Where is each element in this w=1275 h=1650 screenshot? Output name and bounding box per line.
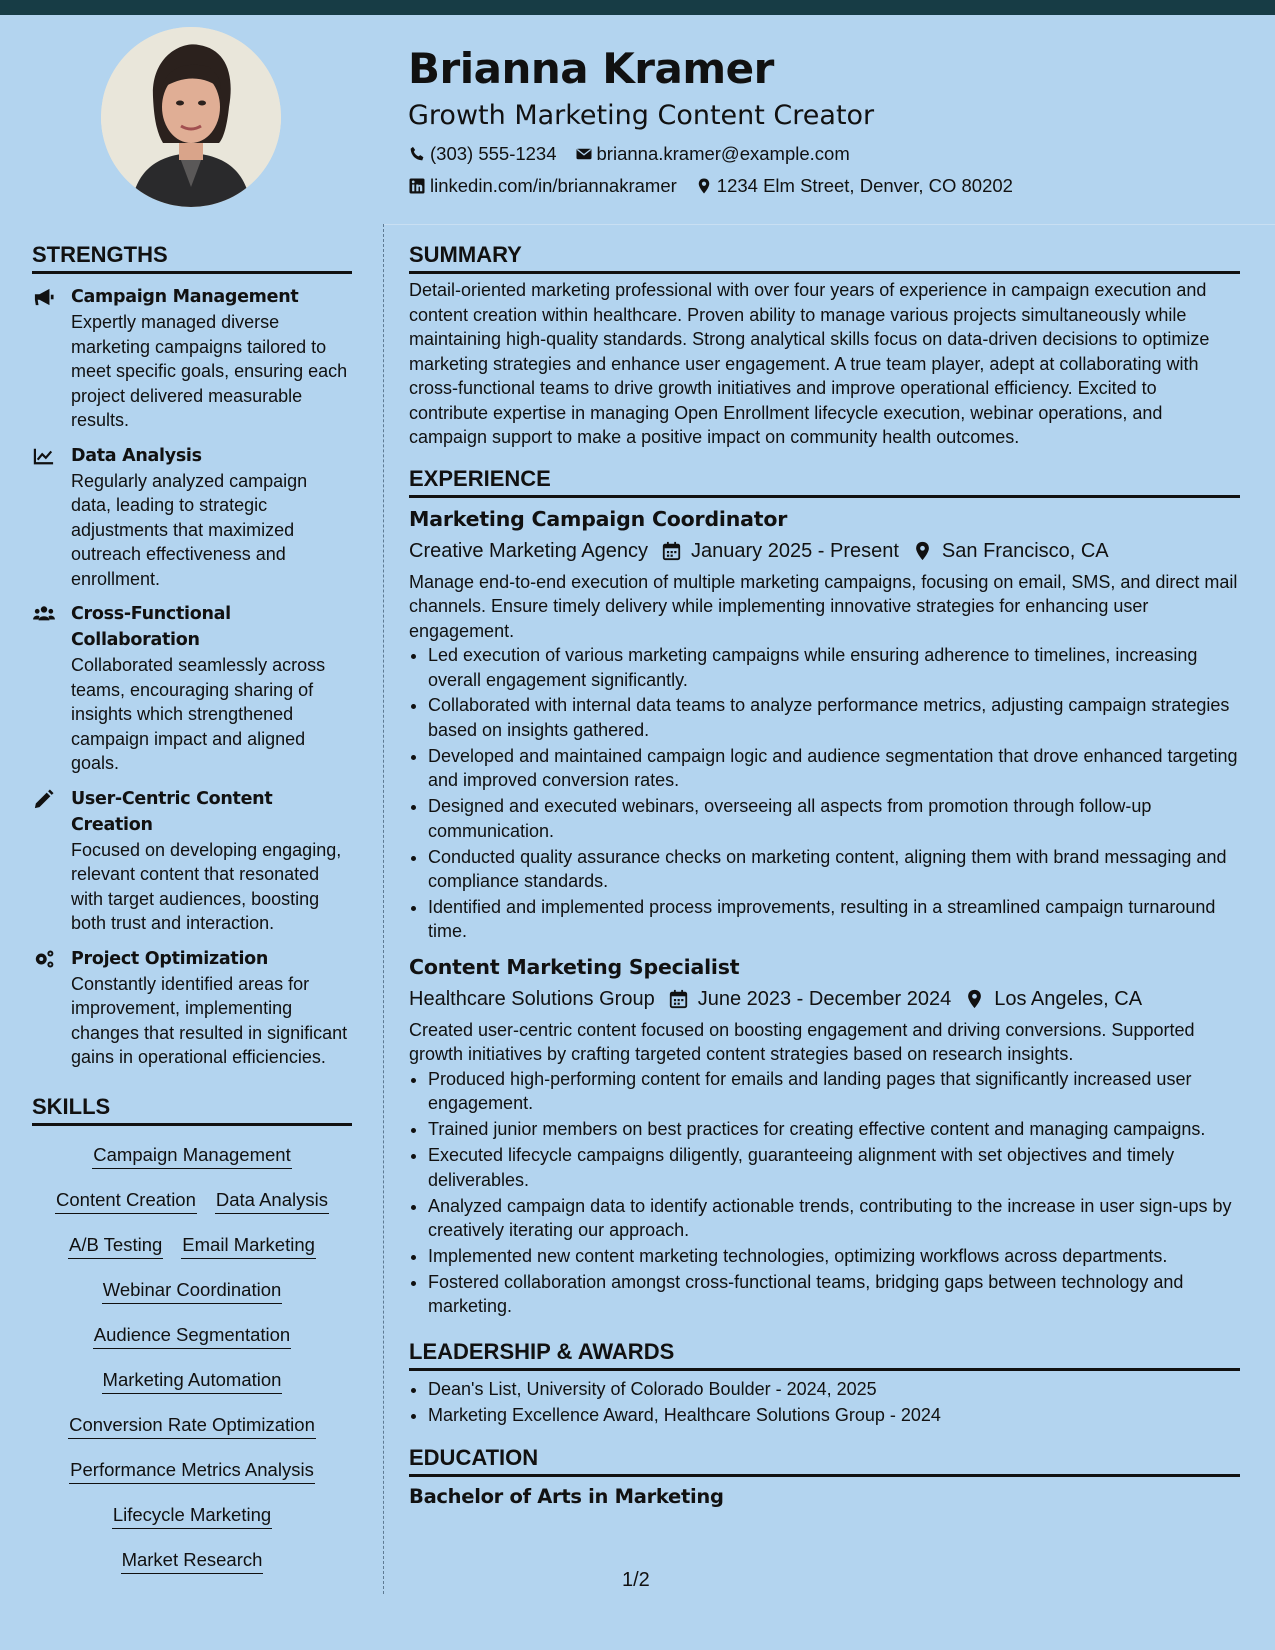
skill-tag: Market Research [121,1547,264,1574]
map-pin-icon [695,177,713,195]
page-number: 1/2 [622,1569,650,1591]
contact-email[interactable] [575,138,850,170]
job-entry [409,952,1240,1319]
job-dates: January 2025 - Present [691,539,899,562]
job-location: Los Angeles, CA [994,987,1143,1010]
list-item: • Marketing Excellence Award, Healthcare Solutions Group - 2024 [428,1403,1240,1428]
skill-tag: Performance Metrics Analysis [69,1457,315,1484]
job-description: Manage end-to-end execution of multiple marketing campaigns, focusing on email, SMS, and direct mail channels. Ensure timely delivery while implementing innovative strategies for enhancing user engagement. [409,571,1238,641]
list-item: • Analyzed campaign data to identify actionable trends, contributing to the increase in user sign-ups by creatively iterating our approach. [428,1194,1240,1243]
skill-tag: Webinar Coordination [102,1277,283,1304]
list-item: • Implemented new content marketing technologies, optimizing workflows across departments. [428,1244,1240,1269]
contact-address [695,170,1013,202]
strength-title: Project Optimization [71,948,269,969]
education-section [409,1443,1240,1511]
list-item: • Collaborated with internal data teams to analyze performance metrics, adjusting campaign strategies based on insights gathered. [428,693,1240,742]
chart-line-icon [33,446,55,466]
list-item: • Designed and executed webinars, overseeing all aspects from promotion through follow-up communication. [428,794,1240,843]
experience-section [409,464,1240,1319]
skill-tag: A/B Testing [68,1232,163,1259]
awards-list [409,1377,1240,1427]
strength-item [32,946,352,1070]
strength-desc: Focused on developing engaging, relevant content that resonated with target audiences, boosting both trust and interaction. [71,839,342,933]
job-company: Healthcare Solutions Group [409,987,655,1010]
skills-list [32,1134,352,1584]
linkedin-icon [408,177,426,195]
strength-title: Data Analysis [71,445,202,466]
header-separator [383,224,1275,225]
summary-heading: SUMMARY [409,240,1240,274]
skill-tag: Content Creation [55,1187,197,1214]
skills-heading: SKILLS [32,1092,352,1126]
job-company: Creative Marketing Agency [409,539,649,562]
phone-icon [408,145,426,163]
strength-desc: Constantly identified areas for improvement, implementing changes that resulted in significant gains in operational efficiencies. [71,973,348,1067]
strength-desc: Collaborated seamlessly across teams, encouraging sharing of insights which strengthened campaign impact and aligned goals. [71,655,326,773]
skill-tag: Audience Segmentation [93,1322,291,1349]
contact-phone[interactable] [408,138,557,170]
strength-desc: Regularly analyzed campaign data, leading to strategic adjustments that maximized outreach effectiveness and enrollment. [71,470,308,589]
users-icon [33,604,55,624]
candidate-name: Brianna Kramer [408,44,774,93]
awards-heading: LEADERSHIP & AWARDS [409,1337,1240,1371]
job-entry [409,504,1240,944]
left-column [32,240,352,1584]
map-pin-icon [913,541,932,561]
skill-tag: Campaign Management [92,1142,291,1169]
gears-icon [33,949,55,969]
list-item: • Produced high-performing content for emails and landing pages that significantly increased user engagement. [428,1067,1240,1116]
list-item: • Trained junior members on best practices for creating effective content and managing campaigns. [428,1117,1240,1142]
skill-tag: Lifecycle Marketing [112,1502,272,1529]
strengths-heading: STRENGTHS [32,240,352,274]
job-dates: June 2023 - December 2024 [697,987,952,1010]
contact-linkedin[interactable] [408,170,677,202]
strength-item [32,601,352,776]
map-pin-icon [965,989,984,1009]
job-position: Marketing Campaign Coordinator [409,506,788,531]
strength-item [32,284,352,433]
strength-title: User-Centric Content Creation [71,788,273,835]
skill-tag: Conversion Rate Optimization [68,1412,316,1439]
list-item: • Fostered collaboration amongst cross-functional teams, bridging gaps between technology and marketing. [428,1270,1240,1319]
strength-item [32,786,352,936]
calendar-icon [662,541,681,561]
envelope-icon [575,145,593,163]
strength-desc: Expertly managed diverse marketing campaigns tailored to meet specific goals, ensuring each project delivered measurable results. [71,312,348,430]
megaphone-icon [33,287,55,307]
strength-title: Campaign Management [71,287,299,307]
column-divider [383,224,384,1594]
strength-item [32,443,352,592]
skill-tag: Data Analysis [215,1187,329,1214]
linkedin-text: linkedin.com/in/briannakramer [430,175,677,196]
address-text: 1234 Elm Street, Denver, CO 80202 [716,175,1013,196]
experience-heading: EXPERIENCE [409,464,1240,498]
list-item: • Led execution of various marketing campaigns while ensuring adherence to timelines, increasing overall engagement significantly. [428,643,1240,692]
pencil-icon [33,789,55,809]
summary-text: Detail-oriented marketing professional with over four years of experience in campaign execution and content creation within healthcare. Proven ability to manage various projects simultaneously while maintaining high-quality standards. Strong analytical skills focus on data-driven decisions to optimize marketing strategies and enhance user engagement. A true team player, adept at collaborating with cross-functional teams to drive growth initiatives and improve operational efficiency. Excited to contribute expertise in managing Open Enrollment lifecycle execution, webinar operations, and campaign support to make a positive impact on community health outcomes. [409,280,1210,447]
list-item: • Dean's List, University of Colorado Boulder - 2024, 2025 [428,1377,1240,1402]
email-text: brianna.kramer@example.com [596,143,850,164]
job-title: Growth Marketing Content Creator [408,100,875,131]
calendar-icon [669,989,688,1009]
job-location: San Francisco, CA [941,539,1109,562]
right-column [409,240,1240,1511]
strengths-list [32,284,352,1070]
phone-text: (303) 555-1234 [430,143,557,164]
job-description: Created user-centric content focused on boosting engagement and driving conversions. Supported growth initiatives by crafting targeted content strategies based on research insights. [409,1019,1195,1065]
awards-section [409,1337,1240,1427]
list-item: • Developed and maintained campaign logic and audience segmentation that drove enhanced targeting and improved conversion rates. [428,744,1240,793]
skill-tag: Marketing Automation [102,1367,283,1394]
strength-title: Cross-Functional Collaboration [71,604,231,650]
profile-photo [101,27,281,207]
skill-tag: Email Marketing [181,1232,316,1259]
top-bar [0,0,1275,15]
list-item: • Conducted quality assurance checks on marketing content, aligning them with brand messaging and compliance standards. [428,845,1240,894]
list-item: • Executed lifecycle campaigns diligently, guaranteeing alignment with set objectives and timely deliverables. [428,1143,1240,1192]
job-position: Content Marketing Specialist [409,954,740,979]
list-item: • Identified and implemented process improvements, resulting in a streamlined campaign turnaround time. [428,895,1240,944]
job-bullets [409,643,1240,944]
job-bullets [409,1067,1240,1319]
degree: Bachelor of Arts in Marketing [409,1485,724,1509]
education-heading: EDUCATION [409,1443,1240,1477]
header [408,40,1228,202]
